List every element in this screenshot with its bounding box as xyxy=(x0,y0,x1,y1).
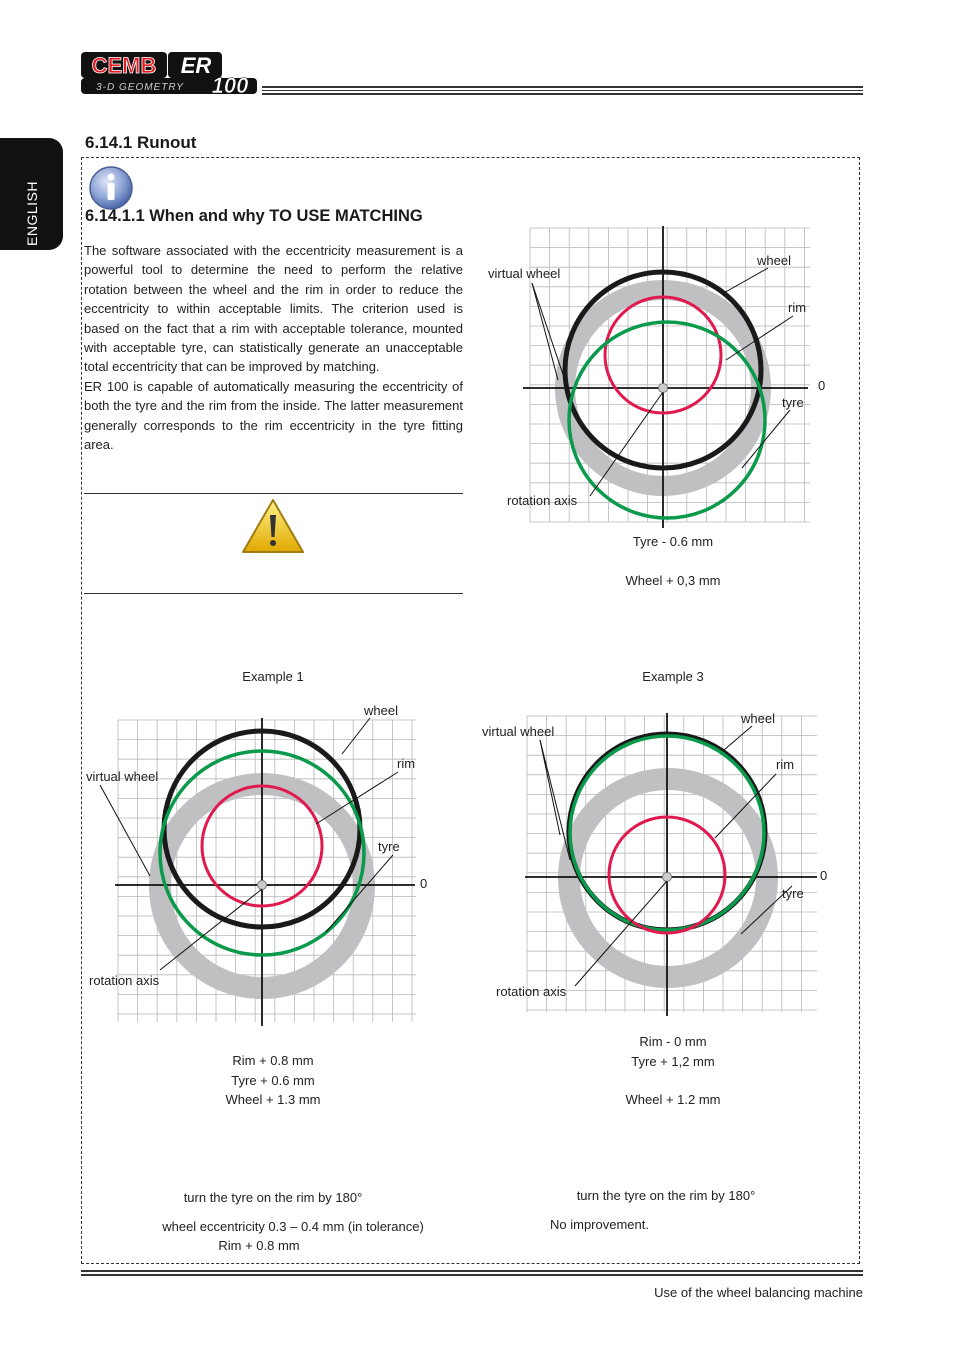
label-zero: 0 xyxy=(820,868,828,883)
rotation-axis-point xyxy=(663,873,672,882)
value-line: Wheel + 0,3 mm xyxy=(625,573,721,588)
example1-result: wheel eccentricity 0.3 – 0.4 mm (in tolerance) xyxy=(162,1219,424,1234)
example3-action: turn the tyre on the rim by 180° xyxy=(576,1188,756,1203)
label-tyre: tyre xyxy=(782,886,804,901)
section-title: 6.14.1 Runout xyxy=(85,133,197,152)
value-line: Tyre + 0.6 mm xyxy=(231,1073,315,1088)
label-virtual-wheel: virtual wheel xyxy=(86,769,159,784)
label-rotation-axis: rotation axis xyxy=(507,493,578,508)
example3-result: No improvement. xyxy=(550,1217,649,1232)
label-zero: 0 xyxy=(818,378,826,393)
label-wheel: wheel xyxy=(757,253,791,268)
value-line: Tyre + 1,2 mm xyxy=(631,1054,715,1069)
footer-text: Use of the wheel balancing machine xyxy=(654,1285,863,1300)
footer-rule xyxy=(81,1270,863,1278)
logo-brand: CEMB xyxy=(91,53,157,78)
paragraph: The software associated with the eccentricity measurement is a powerful tool to determine the need to perform the relative rotation between the wheel and the rim in order to reduce the eccentricity to within acceptable limits. The criterion used is based on the fact that a rim with acceptable tolerance, mounted with acceptable tyre, can statistically generate an unacceptable total eccentricity that can be improved by matching. xyxy=(84,243,463,375)
example1-title: Example 1 xyxy=(242,669,304,684)
value-line: Wheel + 1.2 mm xyxy=(625,1092,721,1107)
label-wheel: wheel xyxy=(364,703,398,718)
value-line: Rim - 0 mm xyxy=(639,1034,707,1049)
example1-result: Rim + 0.8 mm xyxy=(218,1238,300,1253)
value-line: Wheel + 1.3 mm xyxy=(225,1092,321,1107)
label-rotation-axis: rotation axis xyxy=(89,973,160,988)
label-zero: 0 xyxy=(420,876,428,891)
label-tyre: tyre xyxy=(782,395,804,410)
logo-tagline: 3-D GEOMETRY xyxy=(96,82,184,93)
example1-action: turn the tyre on the rim by 180° xyxy=(183,1190,363,1205)
subsection-title: 6.14.1.1 When and why TO USE MATCHING xyxy=(85,207,423,225)
language-tab-label: ENGLISH xyxy=(24,181,40,246)
value-line: Tyre - 0.6 mm xyxy=(632,534,714,549)
label-virtual-wheel: virtual wheel xyxy=(488,266,561,281)
label-rotation-axis: rotation axis xyxy=(496,984,567,999)
label-virtual-wheel: virtual wheel xyxy=(482,724,555,739)
label-tyre: tyre xyxy=(378,839,400,854)
label-rim: rim xyxy=(776,757,795,772)
example3-title: Example 3 xyxy=(642,669,704,684)
label-rim: rim xyxy=(397,756,416,771)
logo-model-number: 100 xyxy=(211,73,249,96)
logo-model-letters: ER xyxy=(180,53,212,78)
label-wheel: wheel xyxy=(741,711,775,726)
value-line: Rim + 0.8 mm xyxy=(232,1053,314,1068)
paragraph: ER 100 is capable of automatically measuring the eccentricity of both the tyre and the rim from the inside. The latter measurement generally corresponds to the rim eccentricity in the tyre fitting area. xyxy=(84,378,463,453)
label-rim: rim xyxy=(788,300,807,315)
